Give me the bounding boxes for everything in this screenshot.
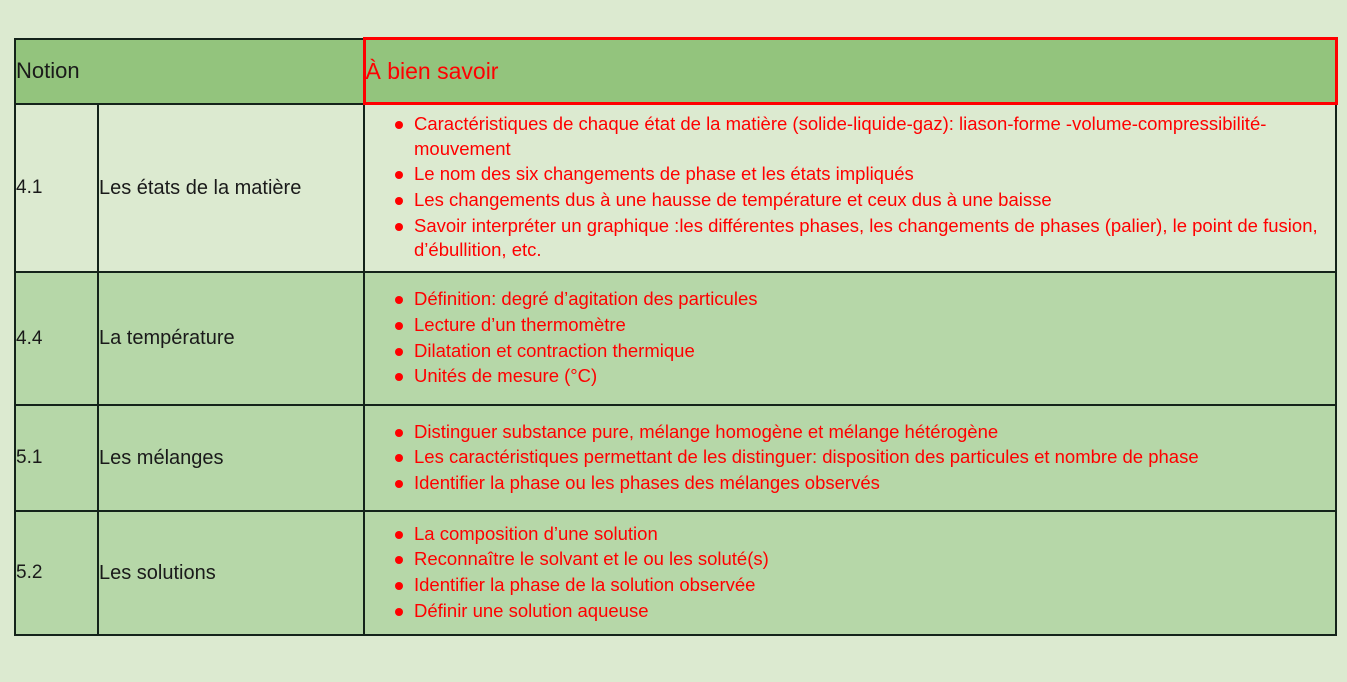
list-item: Caractéristiques de chaque état de la matière (solide-liquide-gaz): liason-forme -volume-compressibilité-mouvement <box>395 112 1331 161</box>
table-body <box>15 104 1336 636</box>
list-item: Les changements dus à une hausse de température et ceux dus à une baisse <box>395 188 1331 213</box>
list-item: Dilatation et contraction thermique <box>395 339 1331 364</box>
table-header-row <box>15 39 1336 104</box>
row-knowledge-cell <box>364 511 1336 635</box>
list-item: La composition d’une solution <box>395 522 1331 547</box>
row-knowledge-cell <box>364 104 1336 273</box>
table-row <box>15 272 1336 405</box>
list-item: Identifier la phase ou les phases des mélanges observés <box>395 471 1331 496</box>
header-cell-a-bien-savoir: À bien savoir <box>364 39 1336 104</box>
knowledge-list <box>365 287 1335 388</box>
list-item: Définition: degré d’agitation des particules <box>395 287 1331 312</box>
row-notion-name: Les mélanges <box>98 405 364 511</box>
header-cell-notion: Notion <box>15 39 364 104</box>
list-item: Les caractéristiques permettant de les distinguer: disposition des particules et nombre de phase <box>395 445 1331 470</box>
table-row <box>15 405 1336 511</box>
row-number: 4.4 <box>15 272 98 405</box>
row-number: 4.1 <box>15 104 98 273</box>
knowledge-list <box>365 420 1335 496</box>
table-row <box>15 104 1336 273</box>
list-item: Lecture d’un thermomètre <box>395 313 1331 338</box>
list-item: Définir une solution aqueuse <box>395 599 1331 624</box>
list-item: Savoir interpréter un graphique :les différentes phases, les changements de phases (palier), le point de fusion, d’ébullition, etc. <box>395 214 1331 263</box>
list-item: Reconnaître le solvant et le ou les soluté(s) <box>395 547 1331 572</box>
row-number: 5.1 <box>15 405 98 511</box>
list-item: Identifier la phase de la solution observée <box>395 573 1331 598</box>
list-item: Le nom des six changements de phase et les états impliqués <box>395 162 1331 187</box>
list-item: Unités de mesure (°C) <box>395 364 1331 389</box>
row-knowledge-cell <box>364 405 1336 511</box>
row-number: 5.2 <box>15 511 98 635</box>
row-notion-name: Les états de la matière <box>98 104 364 273</box>
row-knowledge-cell <box>364 272 1336 405</box>
table-row <box>15 511 1336 635</box>
knowledge-list <box>365 112 1335 263</box>
row-notion-name: La température <box>98 272 364 405</box>
row-notion-name: Les solutions <box>98 511 364 635</box>
notion-review-table <box>14 37 1338 636</box>
knowledge-list <box>365 522 1335 623</box>
list-item: Distinguer substance pure, mélange homogène et mélange hétérogène <box>395 420 1331 445</box>
